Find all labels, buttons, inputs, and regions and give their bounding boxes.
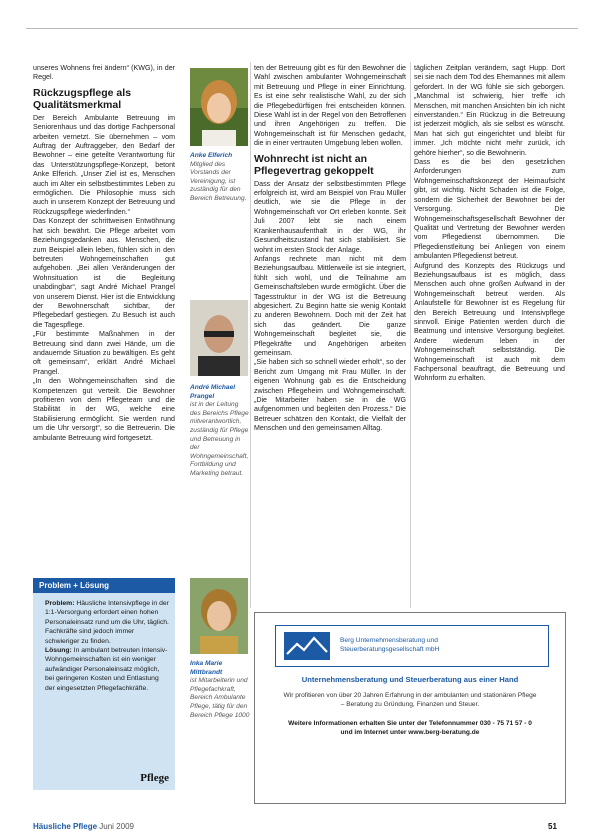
paragraph: „Für bestimmte Maßnahmen in der Betreuung sind dann zwei Hände, um die andauernde Situation zu bewältigen. Es geht oft gemeinsam“, erklärt André Michael Prangel.	[33, 330, 175, 376]
portrait-photo-3	[190, 578, 248, 654]
paragraph: Das Konzept der schrittweisen Entwöhnung hat sich bewährt. Die Pflege arbeitet vom Beziehungsgedanken aus. Menschen, die zum Beispiel allein leben, fühlen sich in den betreuten Wohngemeinschaften gut aufgehoben. „Bei allen Veränderungen der Wohnsituation ist die Begleitung unabdingbar“, sagt André Michael Prangel von unserem Dienst. Hier ist die Entwicklung der Bewohnerschaft sichtbar, der Pflegebedarf gestiegen. Zu Besuch ist auch die Tagespflege.	[33, 217, 175, 329]
ad-headline: Unternehmensberatung und Steuerberatung aus einer Hand	[301, 675, 519, 684]
problem-solution-box	[33, 578, 175, 790]
ad-company-line-2: Steuerberatungsgesellschaft mbH	[340, 646, 440, 653]
section-heading: Wohnrecht ist nicht an Pflegevertrag gekoppelt	[254, 152, 374, 177]
column-divider	[250, 62, 251, 608]
paragraph: Aufgrund des Konzepts des Rückzugs und Beziehungsaufbaus ist es möglich, dass Menschen auch ohne großen Aufwand in der Wohngemeinschaft betreut werden. Als Anlaufstelle für Bewohner ist es Regelung für den Bereich Betreuung und Intensivpflege sinnvoll. Einige Patienten werden durch die Beatmung und intensive Versorgung begleitet. Andere wiederum leben in der Wohngemeinschaft selbstständig. Die Wohngemeinschaft ist auch mit dem Fachpersonal beauftragt, die Betreuung und Wohnform zu erhalten.	[414, 261, 565, 383]
portrait-photo-2	[190, 300, 248, 376]
mountain-logo-icon	[284, 632, 330, 660]
top-rule	[26, 28, 578, 29]
paragraph: unseres Wohnens frei ändern“ (KWG), in der Regel.	[33, 64, 175, 82]
person-name: Inka Marie Mittbrandt	[190, 660, 223, 676]
ad-contact: Weitere Informationen erhalten Sie unter der Telefonnummer 030 - 75 71 57 - 0 und im Internet unter www.berg-beratung.de	[288, 720, 532, 736]
paragraph: Dass der Ansatz der selbstbestimmten Pflege erfolgreich ist, wird am Beispiel von Frau Müller deutlich, wie sie die Pflege in der Wohngemeinschaft vor Ort erleben konnte. Seit Juli 2007 lebt sie nach einem Krankenhausaufenthalt in der WG, ihr Gesundheitszustand hat sich stabilisiert. Sie wohnt im ersten Stock der Anlage.	[254, 179, 406, 254]
portrait-photo-1	[190, 68, 248, 146]
column-1	[33, 64, 175, 566]
paragraph: „In den Wohngemeinschaften sind die Kompetenzen gut verteilt. Die Bewohner profitieren von dem Pflegeteam und die Stabilität in der WG, welche eine Stabilisierung ermöglicht. Sie werden rund um die Uhr versorgt“, so die Betreuerin. Die ambulante Betreuung wird fortgesetzt.	[33, 377, 175, 442]
solution-text: In ambulant betreuten Intensiv-Wohngemeinschaften ist ein weniger aufwändiger Personaleinsatz möglich, bei geringeren Kosten und Entlastung der eingesetzten Pflegefachkräfte.	[45, 647, 168, 692]
person-description: ist Mitarbeiterin und Pflegefachkraft, Bereich Ambulante Pflege, tätig für den Bereich Pflege 1000	[190, 677, 250, 719]
paragraph: Dass es die bei den gesetzlichen Anforderungen zum Wohngemeinschaftskonzept der Heimaufsicht gibt, ist wichtig. Nicht Schaden ist die Folge, sondern die Sicherheit der Bewohner bei der Versorgung. Die Wohngemeinschaftsgesellschaft Bewohner der Qualität und Vertretung der Bewohner werden vom Pflegedienst übernommen. Die Pflegedienstleitung bei Anliegen von einem ambulanten Pflegedienst betreut.	[414, 158, 565, 261]
column-divider	[410, 62, 411, 608]
page-number: 51	[548, 822, 557, 831]
problem-text: Häusliche Intensivpflege in der 1:1-Versorgung erfordert einen hohen Personaleinsatz rund um die Uhr, täglich. Fachkräfte sind jedoch immer schwieriger zu finden.	[45, 600, 169, 645]
column-3	[414, 64, 565, 610]
ad-body: Wir profitieren von über 20 Jahren Erfahrung in der ambulanten und stationären Pflege – Beratung zu Gründung, Finanzen und Steuer.	[283, 692, 537, 708]
problem-box-header: Problem + Lösung	[33, 578, 175, 593]
paragraph: täglichen Zeitplan verändern, sagt Hupp. Dort sei sie nach dem Tod des Ehemannes mit allem gefordert. In der WG fühle sie sich geborgen. „Manchmal ist schwierig, hier treffe ich Menschen, mit manchen Ansichten bin ich nicht einverstanden.“ Ein Rückzug in die Betreuung ist jederzeit möglich, als sie selbst es wünscht. Man hat sich gut eingerichtet und bleibt für immer. „Ich möchte nicht mehr zurück, ich gehöre hierher“, so die Bewohnerin.	[414, 64, 565, 157]
column-2	[254, 64, 406, 610]
pflege-logo: Pflege	[140, 772, 169, 784]
photo-caption-1	[190, 152, 250, 204]
paragraph: Anfangs rechnete man nicht mit dem Beziehungsaufbau. Mittlerweile ist sie integriert, fühlt sich wohl, und die Teilnahme am Gemeinschaftsleben wurde ermöglicht. Über die Tagesstruktur in der WG ist die Betreuung abgesichert. Zu Beginn hatte sie wenig Kontakt zu anderen Bewohnern. Doch mit der Zeit hat sich das geändert. Die ganze Wohngemeinschaft begleitet sie, die Pflegekräfte und Angehörigen arbeiten gemeinsam.	[254, 254, 406, 357]
ad-company-name	[340, 636, 439, 654]
paragraph: Der Bereich Ambulante Betreuung im Seniorenhaus und das dortige Fachpersonal arbeiten vernetzt. Sie übernehmen – vom Auftrag der Auftraggeber, den Bedarf der Bewohner – eine geteilte Verantwortung für das Unterstützungspflege-Konzept, betont Anke Elferich. „Unser Ziel ist es, Menschen auch im Alter ein selbstbestimmtes Leben zu ermöglichen. Die Philosophie muss sich auch in unserem Konzept der Betreuung und Rückzugspflege wiederfinden.“	[33, 113, 175, 216]
section-heading: Rückzugspflege als Qualitätsmerkmal	[33, 86, 132, 111]
photo-caption-3	[190, 660, 250, 720]
solution-label: Lösung:	[45, 647, 72, 655]
paragraph: „Sie haben sich so schnell wieder erholt“, so der Bericht zum Umgang mit Frau Müller. In der eigenen Wohnung gab es die Entscheidung zwischen Pflegeheim und Wohngemeinschaft. „Die Mitarbeiter haben sie in die WG aufgenommen und begleiten den Prozess.“ Die Betreuer schätzen den Kontakt, die Vielfalt der Menschen und den gemeinsamen Alltag.	[254, 358, 406, 433]
person-name: André Michael Prangel	[190, 384, 236, 400]
photo-caption-2	[190, 384, 250, 479]
problem-box-body	[33, 593, 175, 693]
ad-logo-frame	[275, 625, 549, 667]
ad-company-line-1: Berg Unternehmensberatung und	[340, 637, 438, 644]
problem-label: Problem:	[45, 600, 75, 607]
person-description: ist in der Leitung des Bereichs Pflege mitverantwortlich, zuständig für Pflege und Betreuung in der Wohngemeinschaft, Fortbildung und Marketing betraut.	[190, 401, 249, 477]
issue-date: Juni 2009	[99, 822, 134, 831]
person-description: Mitglied des Vorstands der Vereinigung, ist zuständig für den Bereich Betreuung.	[190, 160, 247, 202]
footer-publication	[33, 822, 134, 831]
advertisement-box	[254, 612, 566, 804]
publication-name: Häusliche Pflege	[33, 822, 98, 831]
paragraph: ten der Betreuung gibt es für den Bewohner die Wahl zwischen ambulanter Wohngemeinschaft mit Betreuung und Pflege in einer Einrichtung. Es ist eine sehr realistische Wahl, zu der sich die Pflegebedürftigen frei entscheiden können. Diese Wahl ist in der Regel von den Betroffenen und ihren Angehörigen zu treffen. Die Wohngemeinschaft ist für Menschen gedacht, die in einer vertrauten Umgebung leben wollen.	[254, 64, 406, 148]
person-name: Anke Elferich	[190, 152, 233, 159]
